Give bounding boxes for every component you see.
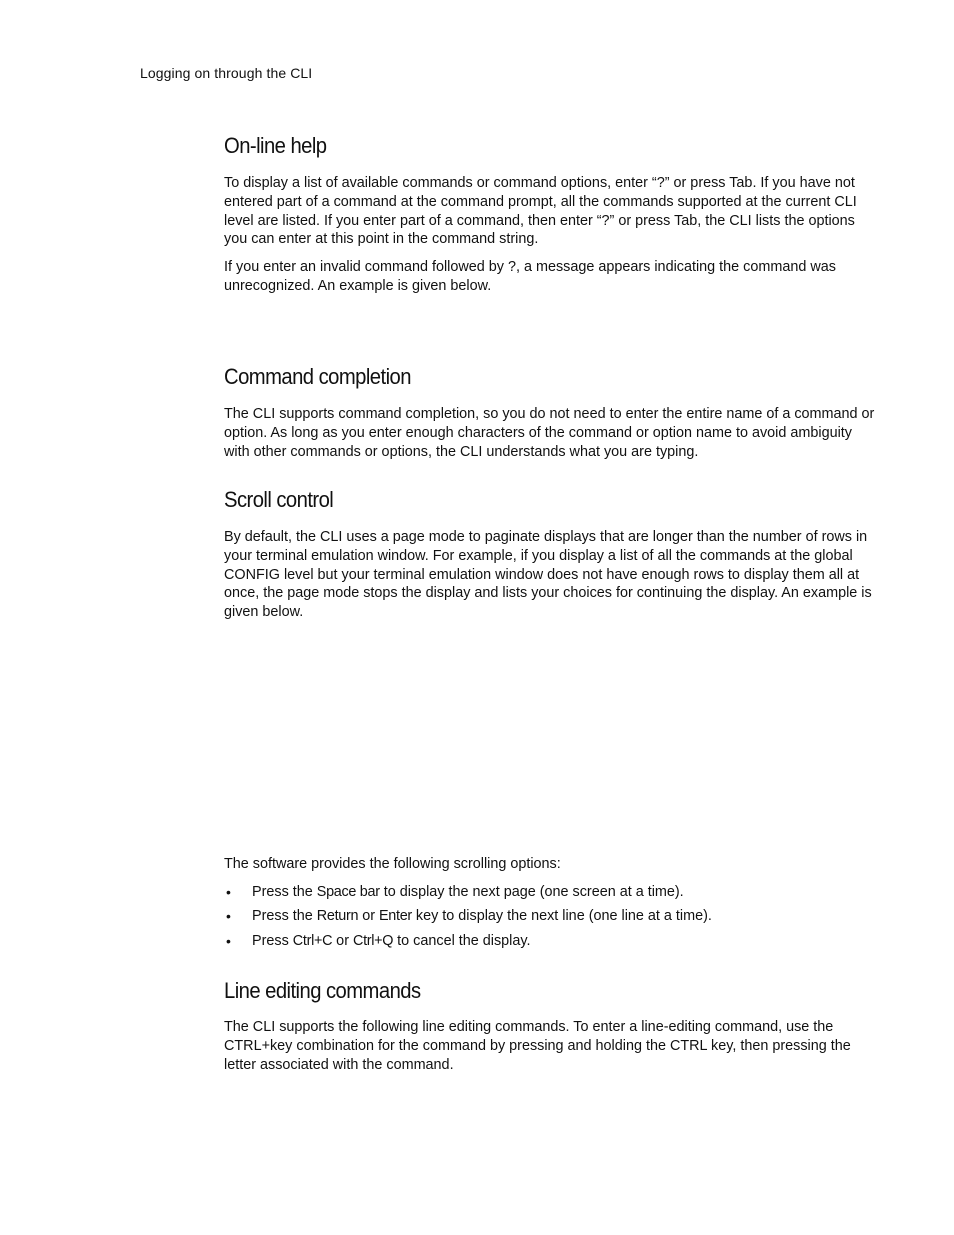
line-editing-paragraph: The CLI supports the following line editing commands. To enter a line-editing command, use the CTRL+key combination for the command by pressing and holding the CTRL key, then pressing the letter associated with the command. — [224, 1019, 851, 1073]
list-item — [224, 883, 876, 902]
list-item-text: key to display the next line (one line at a time). — [411, 908, 712, 925]
list-item-text: Press the — [252, 908, 317, 925]
bullet-icon: • — [226, 884, 231, 900]
command-completion-paragraph: The CLI supports command completion, so you do not need to enter the entire name of a command or option. As long as you enter enough characters of the command or option name to avoid ambiguity with other commands or options, the CLI understands what you are typing. — [224, 406, 875, 460]
list-item-text: Press the — [252, 884, 317, 900]
scroll-control-paragraph-2: The software provides the following scrolling options: — [224, 856, 561, 872]
key-name: Ctrl+C — [292, 932, 333, 949]
key-name: Ctrl+Q — [352, 932, 394, 949]
list-item-text: Press — [252, 932, 293, 949]
key-name: Space bar — [316, 884, 380, 900]
scroll-control-paragraph-1: By default, the CLI uses a page mode to paginate displays that are longer than the number of rows in your terminal emulation window. For example, if you display a list of all the commands at the global CONFIG level but your terminal emulation window does not have enough rows to display them all at once, the page mode stops the display and lists your choices for continuing the display. An example is given below. — [224, 529, 872, 621]
key-name: Return — [316, 908, 359, 925]
list-item — [224, 907, 876, 926]
section-title-command-completion: Command completion — [224, 364, 411, 389]
bullet-icon: • — [226, 908, 231, 925]
section-title-line-editing: Line editing commands — [224, 978, 421, 1003]
list-item-text: to display the next page (one screen at a time). — [379, 884, 684, 900]
scroll-options-list — [224, 883, 876, 956]
list-item — [224, 932, 876, 951]
running-header: Logging on through the CLI — [140, 65, 313, 81]
online-help-paragraph-1: To display a list of available commands or command options, enter “?” or press Tab. If you have not entered part of a command at the command prompt, all the commands supported at the current CLI level are listed. If you enter part of a command, then enter “?” or press Tab, the CLI lists the options you can enter at this point in the command string. — [224, 175, 857, 248]
list-item-text: to cancel the display. — [393, 932, 531, 949]
key-name: Enter — [379, 908, 412, 925]
section-title-online-help: On-line help — [224, 133, 327, 158]
section-title-scroll-control: Scroll control — [224, 487, 334, 512]
list-item-text: or — [358, 908, 379, 925]
list-item-text: or — [332, 932, 353, 949]
bullet-icon: • — [226, 932, 231, 949]
online-help-paragraph-2: If you enter an invalid command followed by ?, a message appears indicating the command was unrecognized. An example is given below. — [224, 259, 836, 294]
